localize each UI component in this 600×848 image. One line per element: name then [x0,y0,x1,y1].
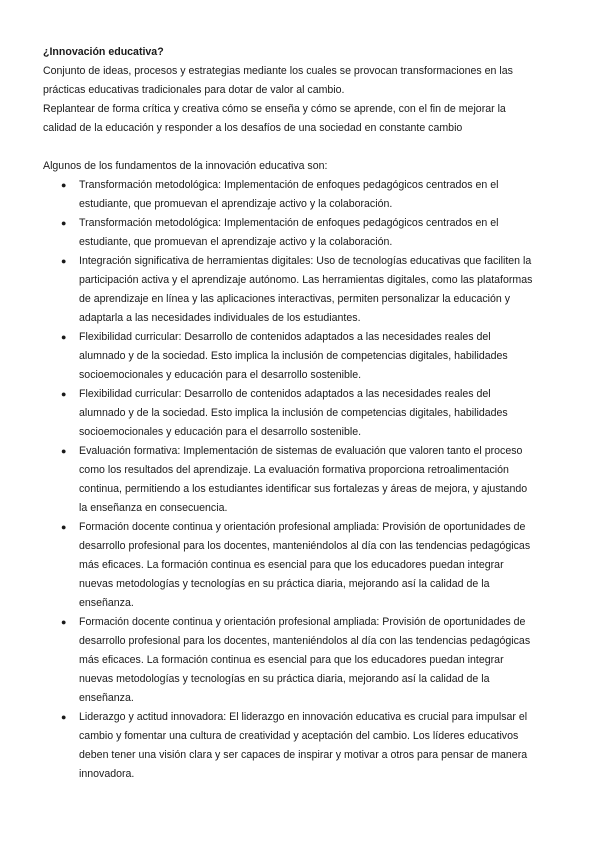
list-item-line: Formación docente continua y orientación profesional ampliada: Provisión de oportunidades de [79,521,526,533]
list-item-line: continua, permitiendo a los estudiantes identificar sus fortalezas y áreas de mejora, y ajustando [79,483,528,495]
list-item-line: desarrollo profesional para los docentes, manteniéndolos al día con las tendencias pedagógicas [79,635,531,647]
list-item [43,385,558,442]
document-title: ¿Innovación educativa? [43,46,164,58]
definition-line: Conjunto de ideas, procesos y estrategias mediante los cuales se provocan transformaciones en las [43,65,513,77]
list-item-line: cambio y fomentar una cultura de creatividad y aceptación del cambio. Los líderes educativos [79,730,519,742]
definition-line: prácticas educativas tradicionales para dotar de valor al cambio. [43,84,345,96]
list-item-line: adaptarla a las necesidades individuales de los estudiantes. [79,312,361,324]
definition-block [43,62,558,138]
list-item-line: Flexibilidad curricular: Desarrollo de contenidos adaptados a las necesidades reales del [79,388,491,400]
bullet-dot-icon: ● [61,180,67,190]
list-item-line: enseñanza. [79,597,134,609]
list-item-line: alumnado y de la sociedad. Esto implica la inclusión de competencias digitales, habilidades [79,350,508,362]
list-item-line: la enseñanza en consecuencia. [79,502,228,514]
list-item-line: innovadora. [79,768,135,780]
list-item-line: Transformación metodológica: Implementación de enfoques pedagógicos centrados en el [79,217,499,229]
list-item-line: de aprendizaje en línea y las aplicaciones interactivas, permiten personalizar la educación y [79,293,511,305]
definition-line: calidad de la educación y responder a los desafíos de una sociedad en constante cambio [43,122,463,134]
list-item-line: estudiante, que promuevan el aprendizaje activo y la colaboración. [79,198,393,210]
bullet-dot-icon: ● [61,256,67,266]
list-item-line: Evaluación formativa: Implementación de sistemas de evaluación que valoren tanto el proceso [79,445,523,457]
bullet-dot-icon: ● [61,389,67,399]
list-item [43,518,558,613]
list-item [43,442,558,518]
bullet-dot-icon: ● [61,522,67,532]
list-item-line: Transformación metodológica: Implementación de enfoques pedagógicos centrados en el [79,179,499,191]
bullet-dot-icon: ● [61,332,67,342]
bullet-dot-icon: ● [61,617,67,627]
list-item-line: Formación docente continua y orientación profesional ampliada: Provisión de oportunidades de [79,616,526,628]
list-item-line: Integración significativa de herramientas digitales: Uso de tecnologías educativas que faciliten la [79,255,532,267]
definition-line: Replantear de forma crítica y creativa cómo se enseña y cómo se aprende, con el fin de mejorar la [43,103,506,115]
list-item-line: socioemocionales y educación para el desarrollo sostenible. [79,369,362,381]
blank-line [43,138,558,157]
document-page [43,43,558,784]
list-item-line: estudiante, que promuevan el aprendizaje activo y la colaboración. [79,236,393,248]
list-item [43,328,558,385]
fundamentals-list [43,176,558,784]
list-item-line: nuevas metodologías y tecnologías en su práctica diaria, mejorando así la calidad de la [79,673,490,685]
list-item [43,613,558,708]
list-item-line: nuevas metodologías y tecnologías en su práctica diaria, mejorando así la calidad de la [79,578,490,590]
bullet-dot-icon: ● [61,218,67,228]
list-item-line: deben tener una visión clara y ser capaces de inspirar y motivar a otros para pensar de manera [79,749,528,761]
list-item-line: más eficaces. La formación continua es esencial para que los educadores puedan integrar [79,559,504,571]
list-item [43,176,558,214]
list-item-line: alumnado y de la sociedad. Esto implica la inclusión de competencias digitales, habilidades [79,407,508,419]
list-item-line: más eficaces. La formación continua es esencial para que los educadores puedan integrar [79,654,504,666]
list-item-line: Liderazgo y actitud innovadora: El liderazgo en innovación educativa es crucial para impulsar el [79,711,528,723]
list-item-line: participación activa y el aprendizaje autónomo. Las herramientas digitales, como las plataformas [79,274,533,286]
list-item [43,252,558,328]
list-item-line: como los resultados del aprendizaje. La evaluación formativa proporciona retroalimentación [79,464,509,476]
list-item-line: Flexibilidad curricular: Desarrollo de contenidos adaptados a las necesidades reales del [79,331,491,343]
list-item-line: desarrollo profesional para los docentes, manteniéndolos al día con las tendencias pedagógicas [79,540,531,552]
bullet-dot-icon: ● [61,446,67,456]
list-item [43,708,558,784]
bullet-dot-icon: ● [61,712,67,722]
list-item-line: socioemocionales y educación para el desarrollo sostenible. [79,426,362,438]
list-item-line: enseñanza. [79,692,134,704]
fundamentals-intro: Algunos de los fundamentos de la innovación educativa son: [43,160,328,172]
list-item [43,214,558,252]
